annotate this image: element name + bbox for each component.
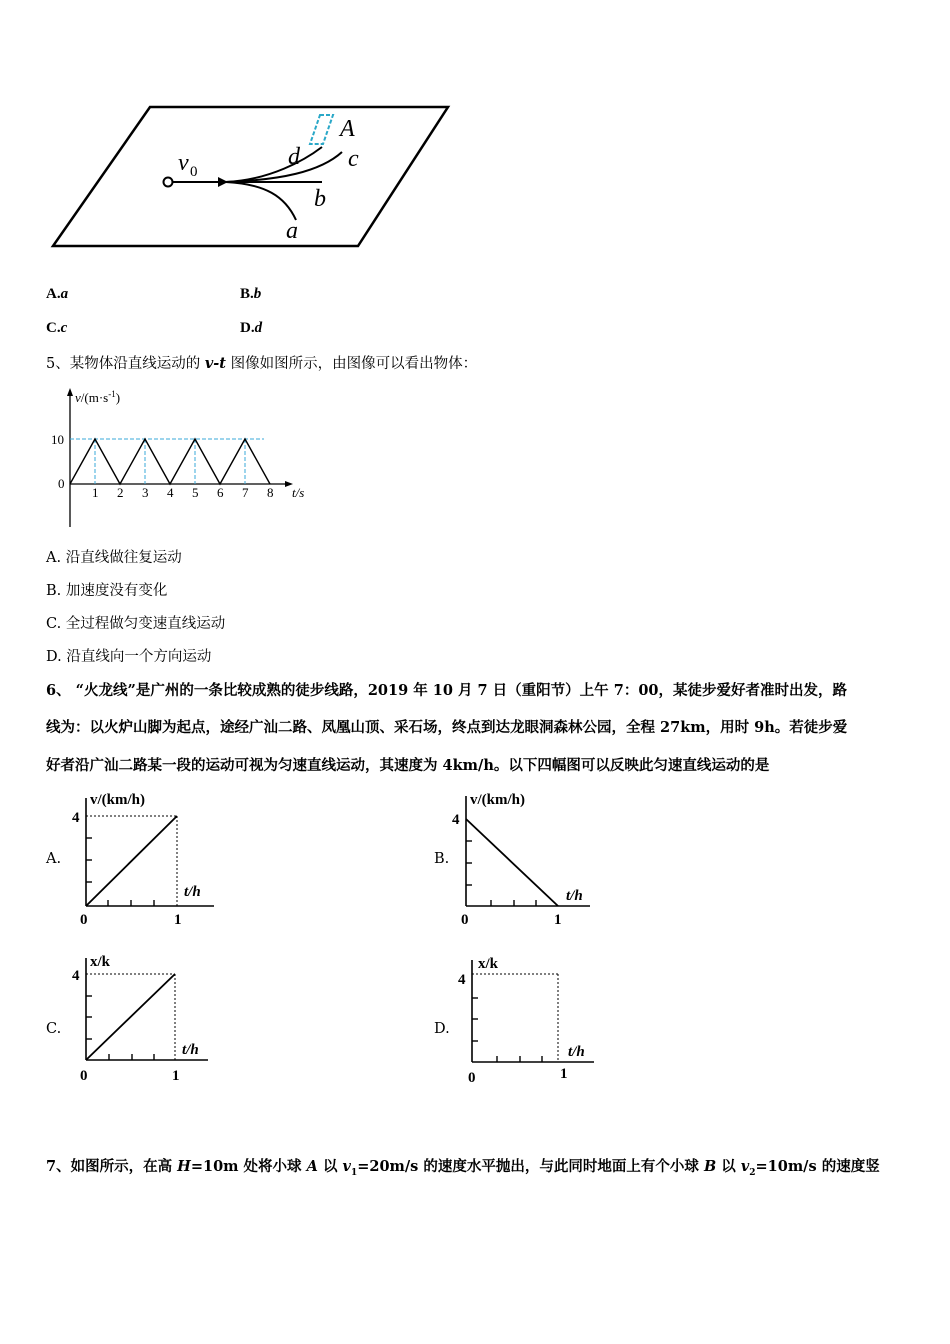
label-c: c: [348, 146, 359, 172]
x-tick-label: 1: [172, 1068, 180, 1084]
x-ticks: [491, 900, 536, 906]
start-point: [164, 178, 173, 187]
y-tick-label: 4: [72, 968, 80, 984]
x-ticks: [497, 1056, 542, 1062]
x-tick-label: 8: [267, 485, 274, 500]
y-ticks: [466, 841, 472, 885]
q6-graph-d[interactable]: [450, 950, 610, 1090]
x-axis-label: t/h: [182, 1042, 199, 1058]
x-tick-label: 1: [92, 485, 99, 500]
x-ticks: [109, 1054, 154, 1060]
y-tick-10: 10: [51, 432, 64, 447]
label-v: v: [178, 150, 189, 176]
series-line: [466, 819, 558, 906]
x-tick-label: 1: [560, 1066, 568, 1082]
q5-choice-a[interactable]: A. 沿直线做往复运动: [46, 550, 182, 566]
q6-label-b[interactable]: B.: [434, 851, 450, 867]
y-axis-arrow: [67, 388, 73, 396]
x-axis-label: t/s: [292, 485, 305, 500]
x-tick-label: 5: [192, 485, 199, 500]
x-axis-label: t/h: [566, 888, 583, 904]
q5-vt-chart: [50, 382, 320, 532]
q6-graph-b[interactable]: [446, 786, 606, 926]
y-axis-label: x/k: [90, 954, 111, 970]
q4-option-b[interactable]: B.b: [240, 286, 262, 302]
series-line: [86, 816, 177, 906]
path-c: [226, 152, 342, 182]
x-tick-label: 6: [217, 485, 224, 500]
q6-graph-a[interactable]: [64, 786, 224, 926]
q6-stem-line1: 6、 “火龙线”是广州的一条比较成熟的徒步线路，2019 年 10 月 7 日（重阳节）上午 7：00，某徒步爱好者准时出发，路: [46, 682, 847, 699]
label-b: b: [314, 186, 326, 212]
x-tick-label: 4: [167, 485, 174, 500]
y-ticks: [86, 996, 92, 1039]
target-a-rect: [310, 115, 333, 144]
q6-label-d[interactable]: D.: [434, 1021, 450, 1037]
series-line: [86, 974, 175, 1060]
velocity-series-line: [70, 439, 270, 484]
origin-label: 0: [58, 476, 65, 491]
label-a: a: [286, 218, 298, 244]
q6-stem-line2: 线为：以火炉山脚为起点，途经广汕二路、凤凰山顶、采石场，终点到达龙眼洞森林公园，全程 27km，用时 9h。若徒步爱: [46, 719, 848, 736]
path-a: [226, 182, 296, 220]
q5-choice-d[interactable]: D. 沿直线向一个方向运动: [46, 649, 212, 665]
q7-stem: 7、如图所示，在高 H=10m 处将小球 A 以 $v_1=20m/s$ 的速度水平抛出，与此同时地面上有个小球 B 以 $v_2=10m/s$ 的速度竖: [46, 1158, 880, 1178]
y-axis-label: v/(km/h): [470, 792, 526, 808]
trajectory-figure: [50, 100, 460, 252]
x-tick-labels: [92, 485, 274, 500]
q5-choice-c[interactable]: C. 全过程做匀变速直线运动: [46, 616, 226, 632]
peak-drop-lines: [95, 439, 245, 484]
x-tick-label: 3: [142, 485, 149, 500]
q6-graph-c[interactable]: [64, 950, 224, 1090]
x-tick-label: 1: [174, 912, 182, 926]
q6-stem-line3: 好者沿广汕二路某一段的运动可视为匀速直线运动，其速度为 4km/h。以下四幅图可以反映此匀速直线运动的是: [46, 757, 770, 774]
y-axis-label: x/k: [478, 956, 499, 972]
label-v-sub: 0: [190, 164, 198, 180]
q4-option-a[interactable]: A.a: [46, 286, 69, 302]
x-tick-label: 7: [242, 485, 249, 500]
q5-stem: 5、某物体沿直线运动的 v-t 图像如图所示，由图像可以看出物体：: [46, 355, 478, 372]
plane-parallelogram: [53, 107, 448, 246]
y-tick-label: 4: [452, 812, 460, 828]
y-axis-label: v/(km/h): [90, 792, 146, 808]
label-d: d: [288, 144, 300, 170]
origin-label: 0: [80, 912, 88, 926]
y-axis-label: $v/(m\cdot s^{-1})$: [75, 389, 121, 405]
y-tick-label: 4: [72, 810, 80, 826]
x-tick-label: 1: [554, 912, 562, 926]
y-ticks: [86, 838, 92, 882]
q4-option-c[interactable]: C.c: [46, 320, 68, 336]
origin-label: 0: [468, 1070, 476, 1086]
path-d: [226, 147, 322, 182]
x-tick-label: 2: [117, 485, 124, 500]
origin-label: 0: [461, 912, 469, 926]
origin-label: 0: [80, 1068, 88, 1084]
q6-label-c[interactable]: C.: [46, 1021, 62, 1037]
x-ticks: [108, 900, 154, 906]
y-ticks: [472, 998, 478, 1041]
label-A: A: [340, 116, 355, 142]
x-axis-label: t/h: [184, 884, 201, 900]
y-tick-label: 4: [458, 972, 466, 988]
q6-label-a[interactable]: A.: [46, 851, 62, 867]
q4-option-d[interactable]: D.d: [240, 320, 263, 336]
q5-choice-b[interactable]: B. 加速度没有变化: [46, 583, 168, 599]
x-axis-label: t/h: [568, 1044, 585, 1060]
